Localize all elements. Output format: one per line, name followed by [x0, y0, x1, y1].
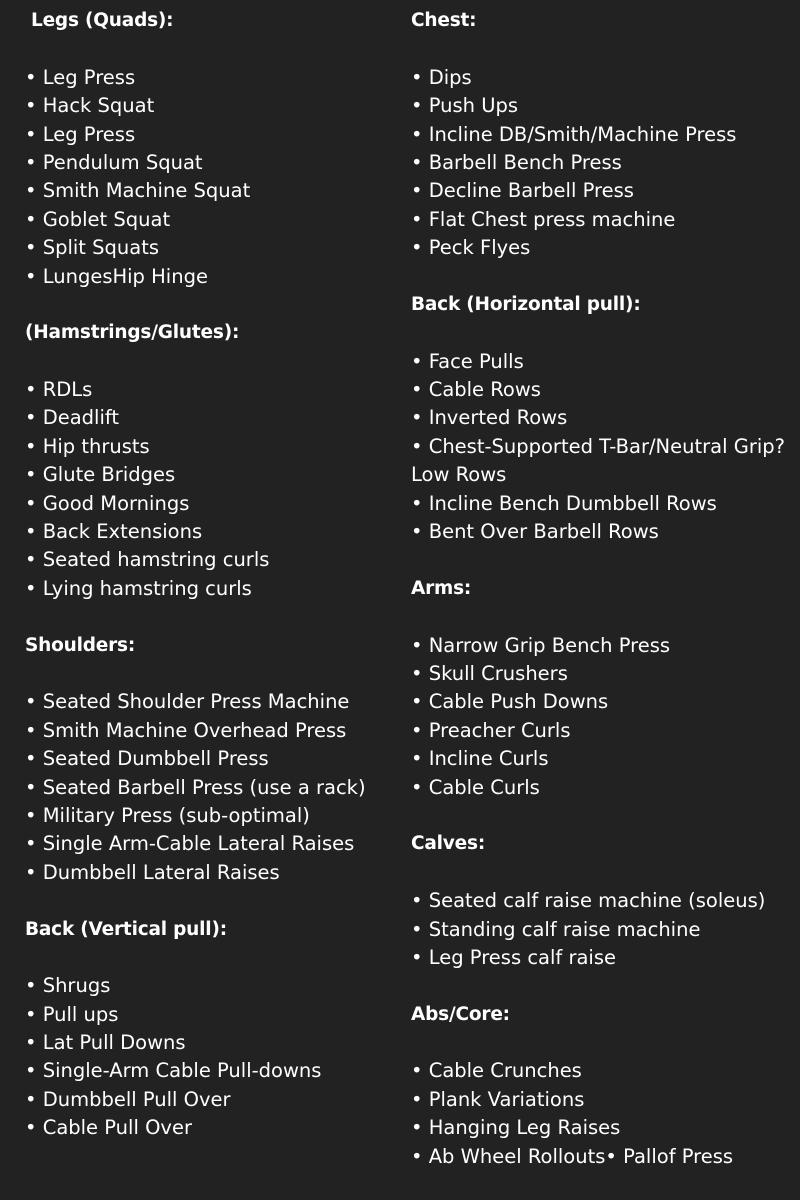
exercise-list: [411, 1057, 796, 1171]
list-item: • Decline Barbell Press: [411, 179, 634, 203]
list-item: • Narrow Grip Bench Press: [411, 633, 671, 657]
list-item: • Military Press (sub-optimal): [25, 803, 310, 827]
list-item: • Hanging Leg Raises: [411, 1116, 621, 1140]
list-item: • Preacher Curls: [411, 718, 571, 742]
list-item: • Cable Push Downs: [411, 690, 609, 714]
list-item: • Deadlift: [25, 406, 120, 430]
list-item: • Dumbbell Pull Over: [25, 1087, 231, 1111]
section-heading: Calves:: [411, 833, 486, 855]
list-item: • Peck Flyes: [411, 236, 531, 260]
list-item: • Pull ups: [25, 1002, 119, 1026]
list-item: • LungesHip Hinge: [25, 264, 208, 288]
list-item: • Seated Dumbbell Press: [25, 747, 269, 771]
exercise-list: [411, 887, 796, 972]
list-item: • Single-Arm Cable Pull-downs: [25, 1059, 322, 1083]
list-item: • Dips: [411, 65, 472, 89]
list-item: • Barbell Bench Press: [411, 150, 622, 174]
list-item: Low Rows: [411, 463, 507, 487]
section-heading: Legs (Quads):: [31, 10, 174, 31]
list-item: • Hack Squat: [25, 94, 155, 118]
list-item: • Back Extensions: [25, 520, 203, 544]
list-item: • Lying hamstring curls: [25, 576, 252, 600]
exercise-list: [25, 376, 395, 603]
section-heading: Arms:: [411, 577, 472, 599]
exercise-list: [25, 972, 395, 1142]
list-item: • Ab Wheel Rollouts• Pallof Press: [411, 1144, 734, 1168]
list-item: • Hip thrusts: [25, 434, 150, 458]
list-item: • Lat Pull Downs: [25, 1031, 186, 1055]
section-heading: Abs/Core:: [411, 1003, 510, 1025]
list-item: • Face Pulls: [411, 349, 524, 373]
section-chest: [411, 7, 796, 263]
list-item: • Leg Press calf raise: [411, 945, 617, 969]
list-item: • Glute Bridges: [25, 463, 176, 487]
list-item: • Cable Curls: [411, 775, 540, 799]
section-calves: [411, 830, 796, 972]
list-item: • Skull Crushers: [411, 661, 568, 685]
list-item: • Incline Bench Dumbbell Rows: [411, 491, 717, 515]
section-heading: Back (Horizontal pull):: [411, 293, 641, 315]
list-item: • Chest-Supported T-Bar/Neutral Grip?: [411, 434, 785, 458]
list-item: • Dumbbell Lateral Raises: [25, 860, 280, 884]
section-back-horizontal: [411, 291, 796, 547]
list-item: • RDLs: [25, 378, 93, 402]
section-shoulders: [25, 632, 395, 888]
list-item: • Leg Press: [25, 122, 136, 146]
exercise-list: [411, 64, 796, 263]
list-item: • Cable Crunches: [411, 1059, 582, 1083]
section-heading: (Hamstrings/Glutes):: [25, 322, 240, 344]
right-column: [411, 7, 796, 1199]
list-item: • Shrugs: [25, 974, 111, 998]
list-item: • Leg Press: [25, 65, 136, 89]
list-item: • Seated hamstring curls: [25, 548, 270, 572]
list-item: • Goblet Squat: [25, 207, 171, 231]
section-abs-core: [411, 1001, 796, 1171]
exercise-list: [25, 64, 395, 291]
section-heading: Back (Vertical pull):: [25, 918, 227, 940]
list-item: • Push Ups: [411, 94, 519, 118]
section-hamstrings-glutes: [25, 319, 395, 603]
list-item: • Split Squats: [25, 236, 160, 260]
list-item: • Seated Shoulder Press Machine: [25, 690, 350, 714]
list-item: • Cable Pull Over: [25, 1116, 192, 1140]
list-item: • Inverted Rows: [411, 406, 568, 430]
list-item: • Smith Machine Squat: [25, 179, 251, 203]
exercise-list: [411, 348, 796, 547]
list-item: • Seated Barbell Press (use a rack): [25, 775, 366, 799]
section-legs-quads: [25, 7, 395, 291]
section-back-vertical: [25, 916, 395, 1143]
list-item: • Plank Variations: [411, 1087, 585, 1111]
list-item: • Standing calf raise machine: [411, 917, 701, 941]
exercise-list: [411, 632, 796, 802]
list-item: • Single Arm-Cable Lateral Raises: [25, 832, 355, 856]
list-item: • Good Mornings: [25, 491, 190, 515]
list-item: • Incline DB/Smith/Machine Press: [411, 122, 737, 146]
exercise-list: [25, 688, 395, 887]
list-item: • Cable Rows: [411, 378, 541, 402]
left-column: [25, 7, 395, 1171]
list-item: • Seated calf raise machine (soleus): [411, 889, 766, 913]
section-heading: Shoulders:: [25, 634, 136, 656]
list-item: • Incline Curls: [411, 747, 549, 771]
section-heading: Chest:: [411, 10, 477, 31]
section-arms: [411, 575, 796, 802]
list-item: • Pendulum Squat: [25, 150, 203, 174]
list-item: • Smith Machine Overhead Press: [25, 718, 347, 742]
list-item: • Flat Chest press machine: [411, 207, 676, 231]
list-item: • Bent Over Barbell Rows: [411, 520, 659, 544]
